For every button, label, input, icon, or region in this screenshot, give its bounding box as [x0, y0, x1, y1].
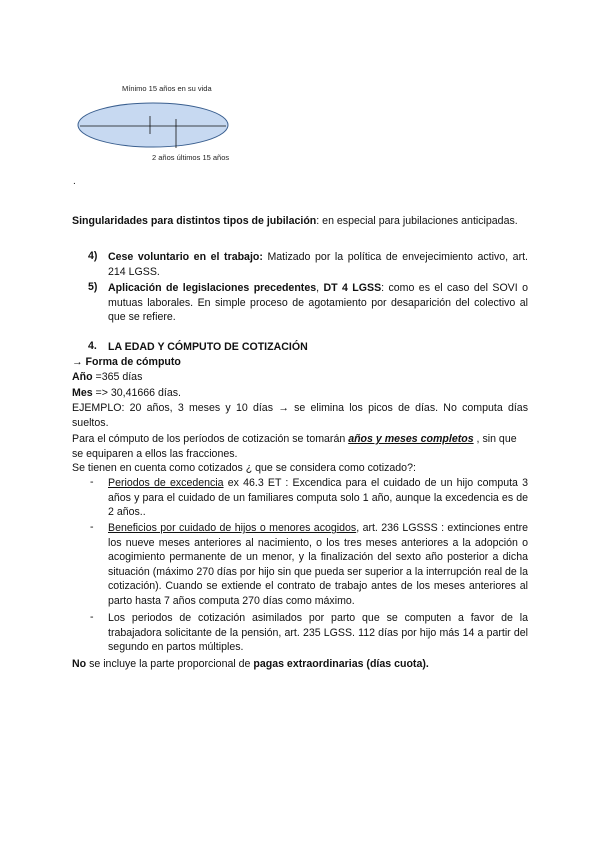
bullet-1-underlined: Periodos de excedencia	[108, 477, 224, 489]
computo-paragraph	[72, 432, 528, 461]
year-label: Año	[72, 371, 93, 383]
item-5-bold: Aplicación de legislaciones precedentes	[108, 282, 317, 294]
year-line	[72, 370, 528, 385]
item-4-number: 4)	[88, 250, 98, 262]
item-4-rest: Matizado por la política de envejecimiento activo, art. 214 LGSS.	[108, 251, 528, 278]
item-5-bold2: DT 4 LGSS	[323, 282, 382, 294]
final-middle: se incluye la parte proporcional de	[86, 658, 254, 670]
bullet-2-rest: , art. 236 LGSSS : extinciones entre los nueve meses anteriores al nacimiento, o los tres meses anteriores a la adopción o acogimiento permanente de un menor, y la finalización del sexto año posterior a dicha situación (máximo 270 días por hijo sin que pueda ser superior a la interrupción real de la cotización). Cuando se extiende el contrato de trabajo antes de los meses anteriores al parto hasta 7 años computa 270 días como máximo.	[108, 522, 528, 607]
bullet-1-dash: -	[90, 476, 94, 488]
bullet-3-dash: -	[90, 611, 94, 623]
lifetime-ellipse-diagram	[70, 78, 250, 168]
section-subtitle: → Forma de cómputo	[72, 356, 181, 368]
bullet-1-rest: ex 46.3 ET : Excendica para el cuidado de un hijo computa 3 años y para el cuidado de un familiares computa solo 1 año, aunque la excedencia es de 2 años..	[108, 477, 529, 519]
cotizado-question: Se tienen en cuenta como cotizados ¿ que se considera como cotizado?:	[72, 462, 416, 474]
month-line	[72, 386, 528, 401]
year-value: =365 días	[92, 371, 143, 383]
lifetime-ellipse	[78, 103, 228, 147]
example-paragraph: EJEMPLO: 20 años, 3 meses y 10 días → se elimina los picos de días. No computa días sueltos.	[72, 402, 528, 429]
item-5-sep: ,	[316, 282, 324, 294]
computo-end: , sin que se equiparen a ellos las fracciones.	[72, 433, 517, 460]
computo-start: Para el cómputo de los períodos de cotización se tomarán	[72, 433, 349, 445]
bullet-2-underlined: Beneficios por cuidado de hijos o menores acogidos	[108, 522, 357, 534]
bullet-3-rest: Los periodos de cotización asimilados por parto que se computen a favor de la trabajadora solicitante de la pensión, art. 235 LGSS. 112 días por hijo más 14 a partir del segundo en partos múltiples.	[108, 612, 528, 654]
bullet-3-text	[108, 611, 528, 655]
item-5-rest: : como es el caso del SOVI o mutuas laborales. En simple proceso de agotamiento por desaparición del colectivo al que se refiere.	[108, 282, 528, 324]
final-no: No	[72, 658, 87, 670]
bullet-2-text	[108, 521, 528, 609]
section-number: 4.	[88, 340, 97, 352]
item-5-text	[108, 281, 528, 325]
month-value: => 30,41666 días.	[92, 387, 181, 399]
diagram-top-label: Mínimo 15 años en su vida	[122, 84, 212, 93]
bullet-1-text	[108, 476, 528, 520]
final-bold: pagas extraordinarias (días cuota).	[253, 658, 429, 670]
section-title: LA EDAD Y CÓMPUTO DE COTIZACIÓN	[108, 341, 308, 353]
singularidades-rest: : en especial para jubilaciones anticipadas.	[316, 215, 518, 227]
bullet-2-dash: -	[90, 521, 94, 533]
singularidades-title: Singularidades para distintos tipos de jubilación	[72, 215, 317, 227]
singularidades-paragraph	[72, 214, 528, 229]
item-4-text	[108, 250, 528, 279]
final-line	[72, 657, 528, 672]
diagram-bottom-label: 2 años últimos 15 años	[152, 153, 230, 162]
stray-dot: .	[73, 176, 76, 187]
month-label: Mes	[72, 387, 93, 399]
item-4-bold: Cese voluntario en el trabajo:	[108, 251, 263, 263]
item-5-number: 5)	[88, 281, 98, 293]
computo-emphasis: años y meses completos	[348, 433, 474, 445]
